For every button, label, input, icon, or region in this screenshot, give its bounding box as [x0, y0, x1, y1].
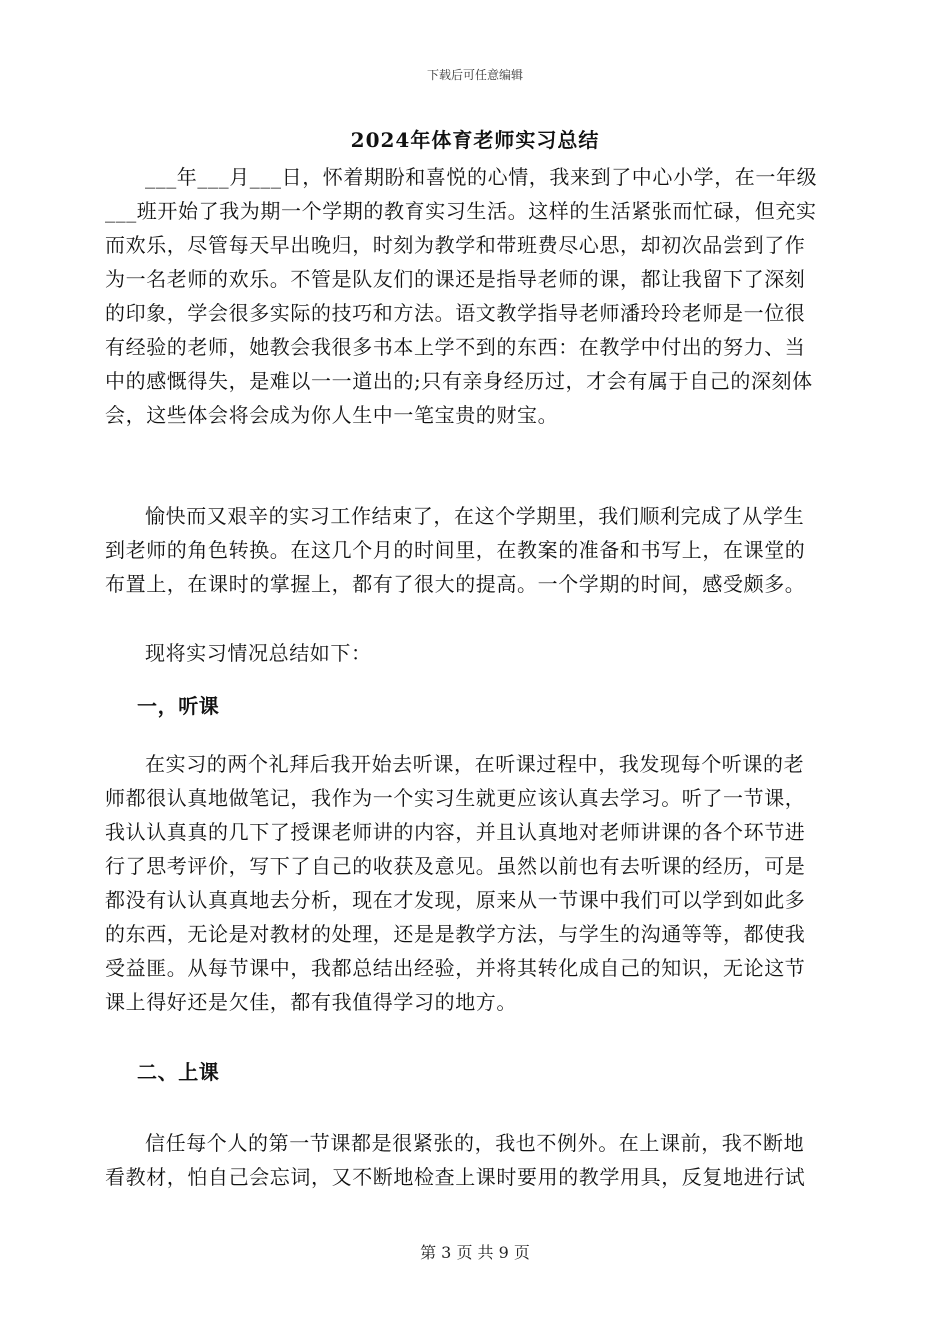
- text-line: 有经验的老师，她教会我很多书本上学不到的东西：在教学中付出的努力、当: [105, 335, 806, 359]
- heading-text: 二、上课: [137, 1060, 220, 1084]
- text-line: 行了思考评价，写下了自己的收获及意见。虽然以前也有去听课的经历，可是: [105, 854, 806, 878]
- text-line: 而欢乐，尽管每天早出晚归，时刻为教学和带班费尽心思，却初次品尝到了作: [105, 233, 806, 257]
- text-line: 中的感慨得失，是难以一一道出的;只有亲身经历过，才会有属于自己的深刻体: [105, 369, 813, 393]
- paragraph-5: [105, 1126, 855, 1194]
- text-line: 师都很认真地做笔记，我作为一个实习生就更应该认真去学习。听了一节课，: [105, 786, 806, 810]
- text-line: ___班开始了我为期一个学期的教育实习生活。这样的生活紧张而忙碌，但充实: [105, 199, 817, 223]
- text-line: 愉快而又艰辛的实习工作结束了，在这个学期里，我们顺利完成了从学生: [145, 504, 805, 528]
- page-header: 下载后可任意编辑: [426, 68, 523, 82]
- text-line: 课上得好还是欠佳，都有我值得学习的地方。: [105, 990, 517, 1014]
- paragraph-1: [105, 160, 855, 432]
- text-line: 现将实习情况总结如下：: [145, 641, 372, 665]
- text-line: 看教材，怕自己会忘词，又不断地检查上课时要用的教学用具，反复地进行试: [105, 1165, 806, 1189]
- text-line: 到老师的角色转换。在这几个月的时间里，在教案的准备和书写上，在课堂的: [105, 538, 806, 562]
- document-title: 2024年体育老师实习总结: [350, 128, 600, 152]
- text-line: ___年___月___日，怀着期盼和喜悦的心情，我来到了中心小学，在一年级: [145, 165, 818, 189]
- text-line: 布置上，在课时的掌握上，都有了很大的提高。一个学期的时间，感受颇多。: [105, 572, 806, 596]
- paragraph-4: [105, 747, 855, 1019]
- paragraph-2: [105, 499, 855, 601]
- heading-text: 一，听课: [137, 694, 220, 718]
- text-line: 在实习的两个礼拜后我开始去听课，在听课过程中，我发现每个听课的老: [145, 752, 805, 776]
- page-footer: 第 3 页 共 9 页: [420, 1243, 530, 1262]
- section-heading-2: [105, 1055, 855, 1089]
- text-line: 的印象，学会很多实际的技巧和方法。语文教学指导老师潘玲玲老师是一位很: [105, 301, 806, 325]
- section-heading-1: [105, 689, 855, 723]
- text-line: 受益匪。从每节课中，我都总结出经验，并将其转化成自己的知识，无论这节: [105, 956, 806, 980]
- text-line: 信任每个人的第一节课都是很紧张的，我也不例外。在上课前，我不断地: [145, 1131, 805, 1155]
- text-line: 都没有认认真真地去分析，现在才发现，原来从一节课中我们可以学到如此多: [105, 888, 806, 912]
- text-line: 会，这些体会将会成为你人生中一笔宝贵的财宝。: [105, 403, 559, 427]
- text-line: 的东西，无论是对教材的处理，还是是教学方法，与学生的沟通等等，都使我: [105, 922, 806, 946]
- paragraph-3: [105, 636, 855, 670]
- text-line: 为一名老师的欢乐。不管是队友们的课还是指导老师的课，都让我留下了深刻: [105, 267, 806, 291]
- text-line: 我认认真真的几下了授课老师讲的内容，并且认真地对老师讲课的各个环节进: [105, 820, 806, 844]
